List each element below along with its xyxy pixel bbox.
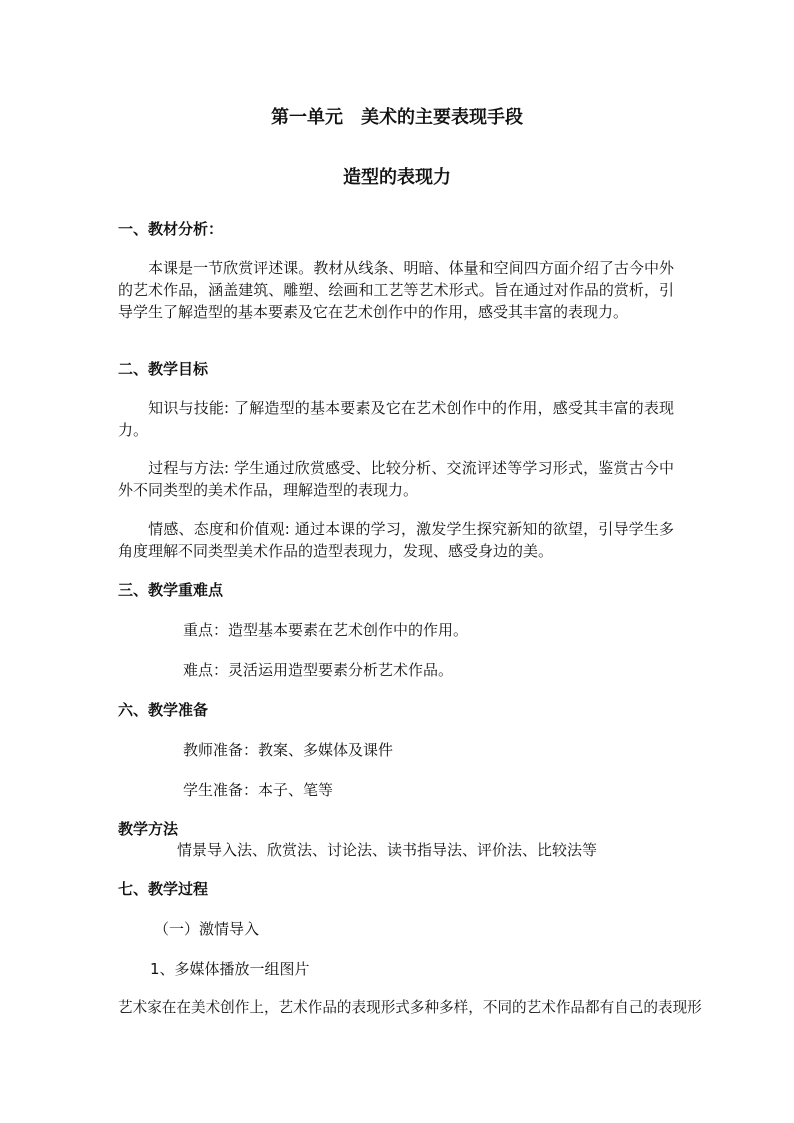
goal-process-paragraph bbox=[118, 457, 674, 501]
difficult-point-text: 难点：灵活运用造型要素分析艺术作品。 bbox=[183, 661, 454, 679]
methods-text: 情景导入法、欣赏法、讨论法、读书指导法、评价法、比较法等 bbox=[177, 841, 598, 859]
lesson-title: 造型的表现力 bbox=[343, 167, 451, 188]
goal-emotion-text: 情感、态度和价值观: 通过本课的学习，激发学生探究新知的欲望，引导学生多角度理解不同类型美术作品的造型表现力，发现、感受身边的美。 bbox=[118, 520, 674, 560]
unit-title: 第一单元 美术的主要表现手段 bbox=[271, 107, 523, 128]
analysis-paragraph bbox=[118, 257, 674, 323]
teacher-prep-text: 教师准备：教案、多媒体及课件 bbox=[183, 741, 394, 759]
key-point-text: 重点：造型基本要素在艺术创作中的作用。 bbox=[183, 621, 469, 639]
student-prep-text: 学生准备：本子、笔等 bbox=[183, 781, 334, 799]
goal-knowledge-text: 知识与技能: 了解造型的基本要素及它在艺术创作中的作用，感受其丰富的表现力。 bbox=[118, 399, 674, 439]
section-heading-keypoints: 三、教学重难点 bbox=[118, 581, 224, 599]
section-heading-analysis: 一、教材分析： bbox=[118, 220, 224, 238]
section-heading-prep: 六、教学准备 bbox=[118, 701, 209, 719]
goal-knowledge-paragraph bbox=[118, 397, 674, 441]
goal-process-text: 过程与方法: 学生通过欣赏感受、比较分析、交流评述等学习形式，鉴赏古今中外不同类型的美术作品，理解造型的表现力。 bbox=[118, 459, 674, 499]
process-paragraph: 艺术家在在美术创作上，艺术作品的表现形式多种多样，不同的艺术作品都有自己的表现形 bbox=[118, 999, 702, 1016]
section-heading-methods: 教学方法 bbox=[118, 820, 179, 838]
process-item-1: 1、多媒体播放一组图片 bbox=[150, 960, 310, 978]
section-heading-process: 七、教学过程 bbox=[118, 880, 209, 898]
process-sub-heading: （一）激情导入 bbox=[154, 920, 260, 938]
goal-emotion-paragraph bbox=[118, 518, 674, 562]
section-heading-goals: 二、教学目标 bbox=[118, 360, 209, 378]
analysis-text: 本课是一节欣赏评述课。教材从线条、明暗、体量和空间四方面介绍了古今中外的艺术作品，涵盖建筑、雕塑、绘画和工艺等艺术形式。旨在通过对作品的赏析，引导学生了解造型的基本要素及它在艺术创作中的作用，感受其丰富的表现力。 bbox=[118, 259, 674, 321]
